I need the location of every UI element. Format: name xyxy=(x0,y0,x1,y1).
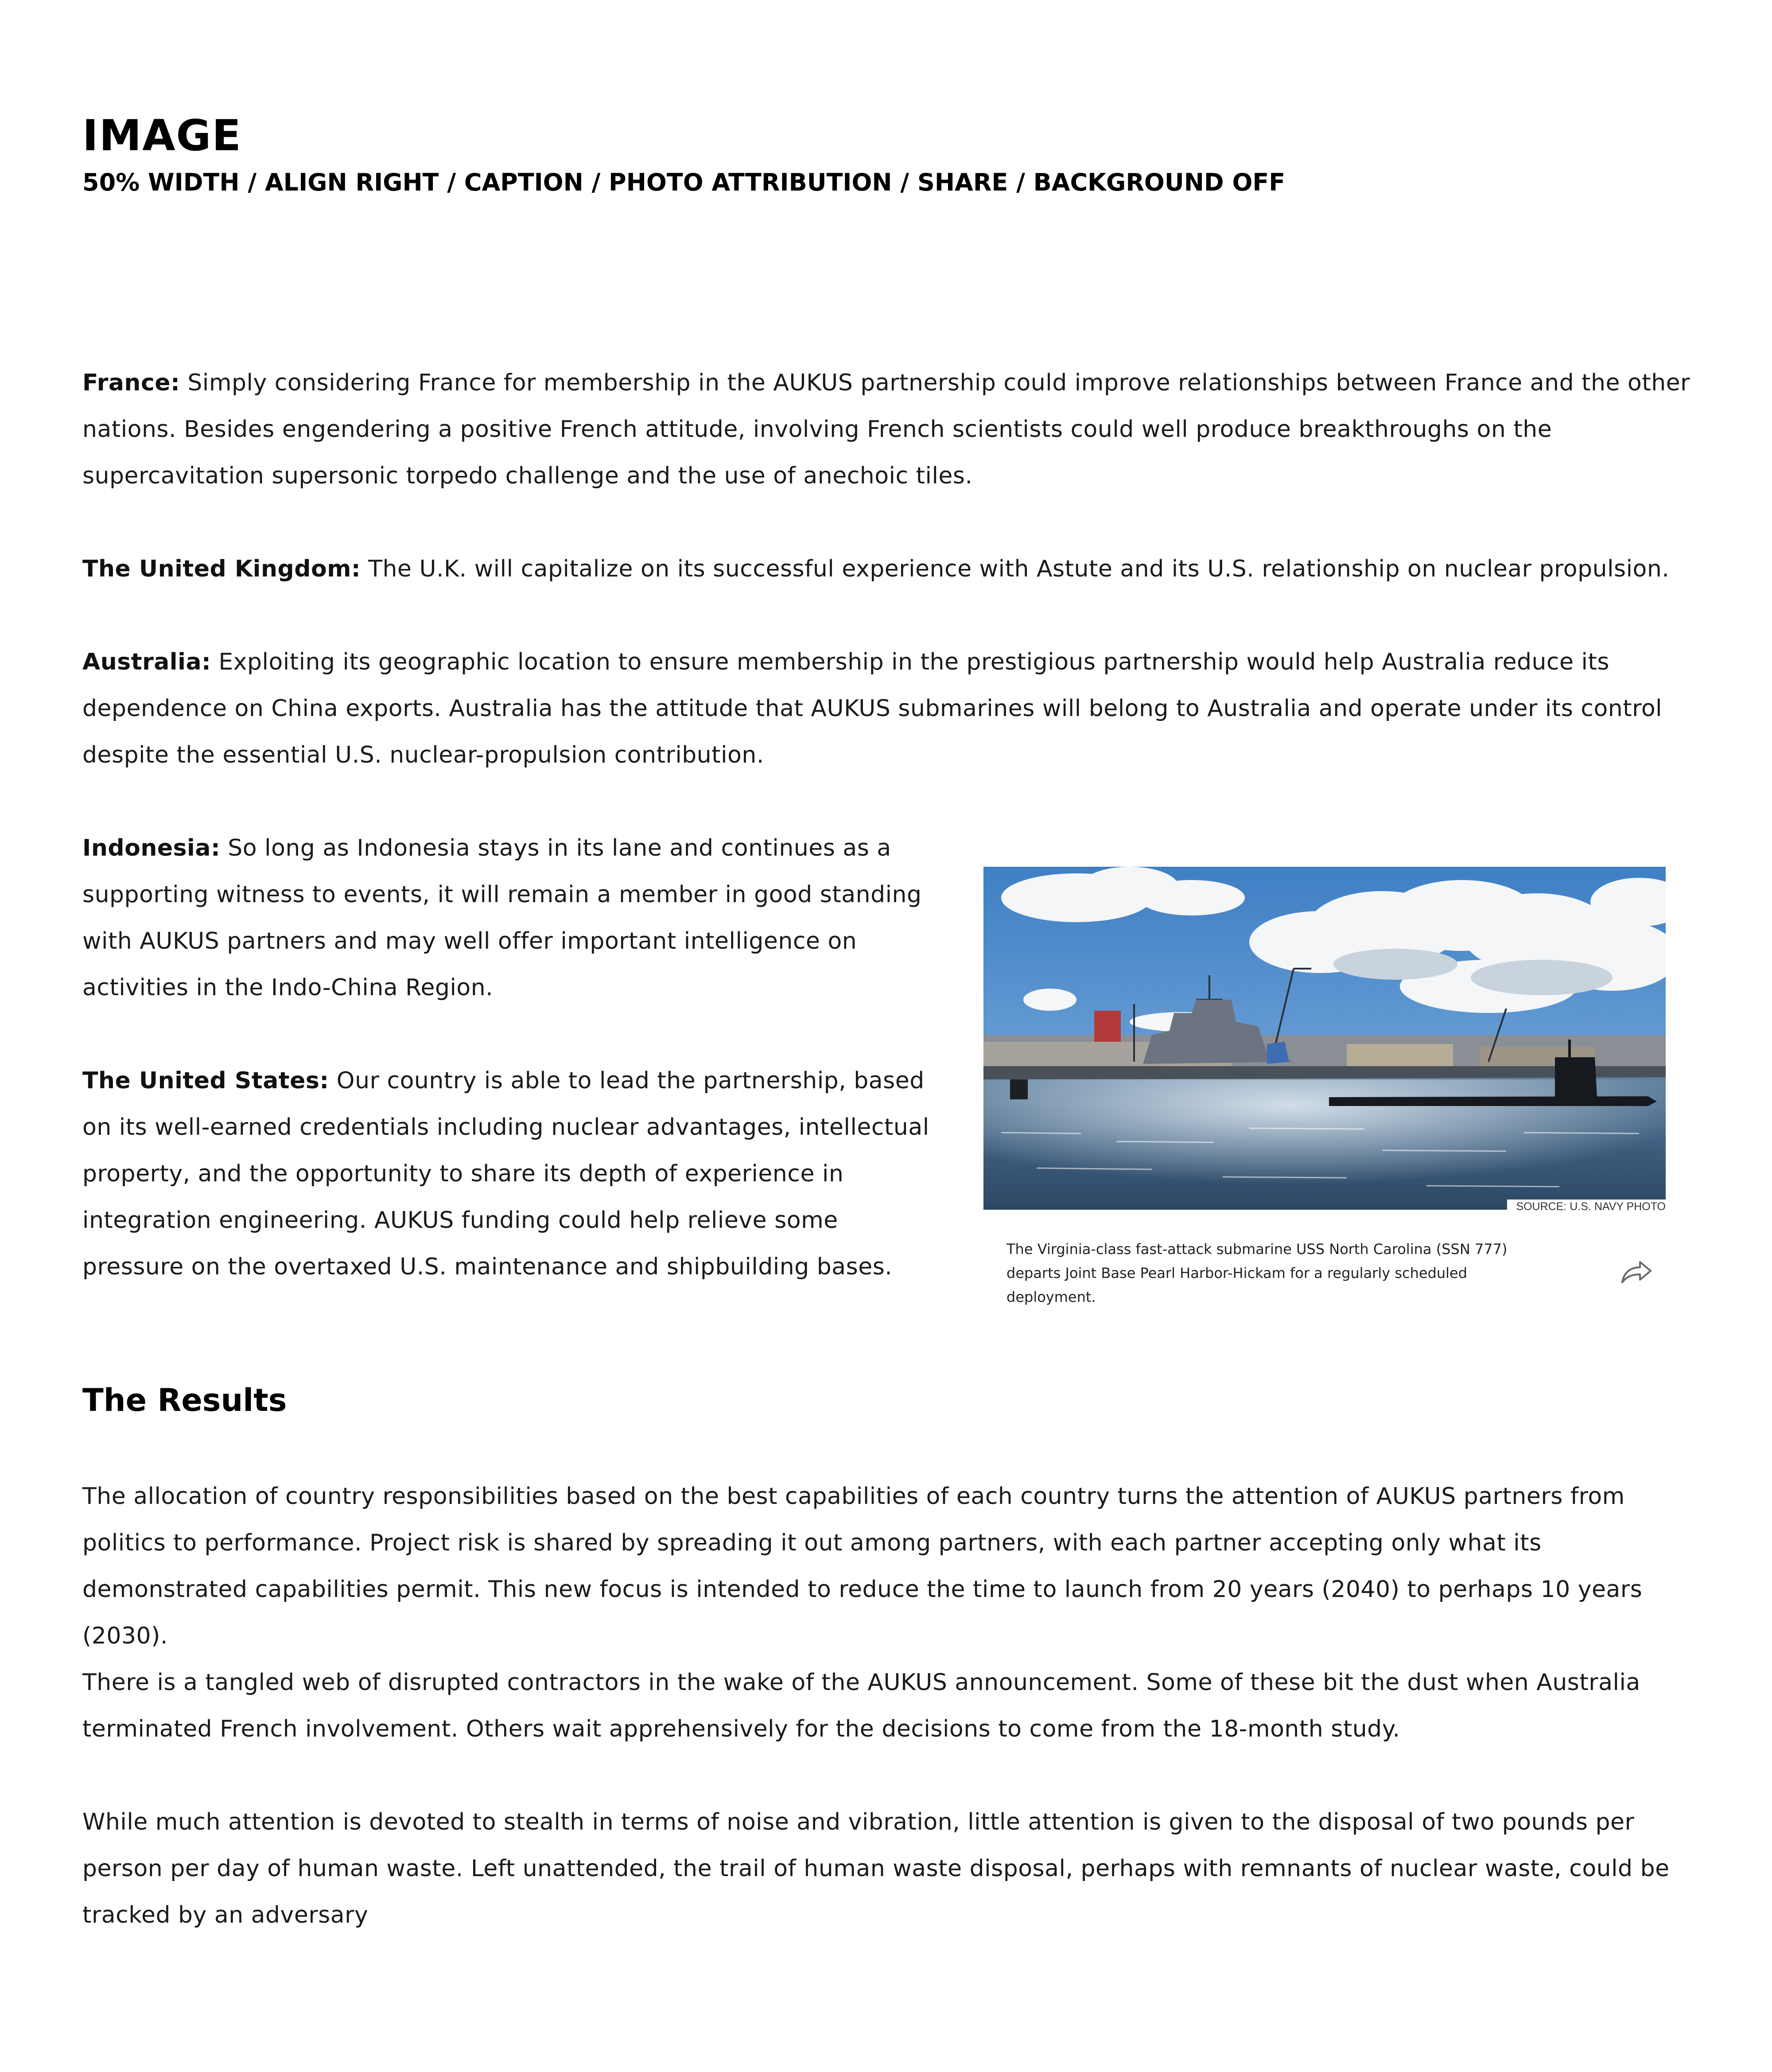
paragraph-indonesia xyxy=(82,825,933,1011)
caption-row xyxy=(983,1237,1666,1308)
paragraph-text: So long as Indonesia stays in its lane and continues as a supporting witness to events, it will remain a member in good standing with AUKUS partners and may well offer important intelligence on activities in the Indo-China Region. xyxy=(82,835,922,1001)
paragraph-label: Australia: xyxy=(82,649,211,675)
paragraph-label: The United Kingdom: xyxy=(82,556,361,582)
paragraph-results-1: The allocation of country responsibilities based on the best capabilities of each country turns the attention of AUKUS partners from politics to performance. Project risk is shared by spreading it out among partners, with each partner accepting only what its demonstrated capabilities permit. This new focus is intended to reduce the time to launch from 20 years (2040) to perhaps 10 years (2030). xyxy=(82,1483,1643,1649)
paragraph-united-states xyxy=(82,1058,933,1290)
paragraph-france xyxy=(82,360,1704,499)
submarine-photo xyxy=(983,867,1666,1210)
section-heading-results: The Results xyxy=(82,1382,287,1418)
paragraph-text: Exploiting its geographic location to ensure membership in the prestigious partnership would help Australia reduce its dependence on China exports. Australia has the attitude that AUKUS submarines will belong to Australia and operate under its control despite the essential U.S. nuclear-propulsion contribution. xyxy=(82,649,1663,768)
paragraph-label: Indonesia: xyxy=(82,835,221,861)
page-title: IMAGE xyxy=(82,111,242,160)
share-icon[interactable] xyxy=(1620,1258,1653,1285)
figure xyxy=(983,867,1666,1308)
paragraph-text: Our country is able to lead the partnership, based on its well-earned credentials including nuclear advantages, intellectual property, and the opportunity to share its depth of experience in integration engineering. AUKUS funding could help relieve some pressure on the overtaxed U.S. maintenance and shipbuilding bases. xyxy=(82,1067,929,1280)
paragraph-text: The U.K. will capitalize on its successful experience with Astute and its U.S. relationship on nuclear propulsion. xyxy=(361,556,1670,582)
figure-caption: The Virginia-class fast-attack submarine USS North Carolina (SSN 777) departs Joint Base Pearl Harbor-Hickam for a regularly scheduled deployment. xyxy=(1006,1241,1508,1305)
photo-attribution: SOURCE: U.S. NAVY PHOTO xyxy=(983,1201,1666,1212)
paragraph-label: France: xyxy=(82,370,180,396)
paragraph-results-3: While much attention is devoted to stealth in terms of noise and vibration, little attention is given to the disposal of two pounds per person per day of human waste. Left unattended, the trail of human waste disposal, perhaps with remnants of nuclear waste, could be tracked by an adversary xyxy=(82,1809,1670,1928)
paragraph-results-2: There is a tangled web of disrupted contractors in the wake of the AUKUS announcement. Some of these bit the dust when Australia terminated French involvement. Others wait apprehensively for the decisions to come from the 18-month study. xyxy=(82,1669,1640,1742)
paragraph-uk xyxy=(82,546,1704,592)
paragraph-label: The United States: xyxy=(82,1067,329,1094)
paragraph-australia xyxy=(82,639,1704,779)
page-header xyxy=(82,110,1285,200)
paragraph-text: Simply considering France for membership in the AUKUS partnership could improve relationships between France and the other nations. Besides engendering a positive French attitude, involving French scientists could well produce breakthroughs on the supercavitation supersonic torpedo challenge and the use of anechoic tiles. xyxy=(82,370,1690,489)
page-subtitle: 50% WIDTH / ALIGN RIGHT / CAPTION / PHOTO ATTRIBUTION / SHARE / BACKGROUND OFF xyxy=(82,168,1286,196)
